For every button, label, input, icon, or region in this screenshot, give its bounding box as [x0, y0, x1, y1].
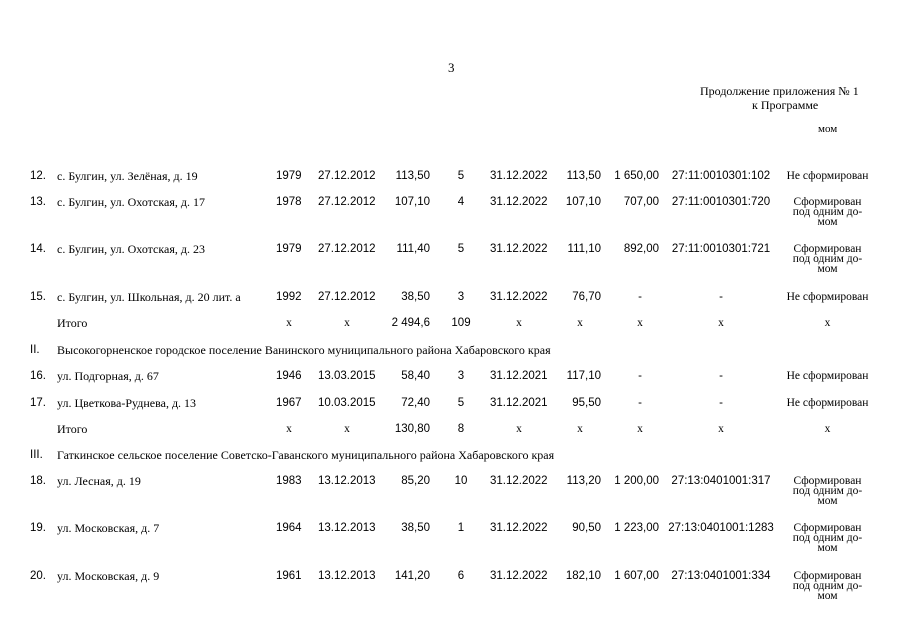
row-area-total: 95,50	[572, 397, 601, 409]
row-date-resettlement: 31.12.2022	[490, 243, 548, 255]
totals-row	[0, 316, 905, 330]
totals-x: х	[824, 317, 831, 329]
table-row	[0, 169, 905, 183]
row-cadastral-number: 27:11:0010301:720	[671, 196, 771, 208]
row-year: 1979	[276, 243, 302, 255]
row-cadastral-number: 27:11:0010301:721	[671, 243, 771, 255]
row-people: 3	[457, 370, 465, 382]
status-line: под одним до-	[792, 532, 863, 544]
row-area: 58,40	[401, 370, 430, 382]
row-year: 1964	[276, 522, 302, 534]
row-number: 14.	[30, 243, 46, 255]
row-area: 141,20	[394, 570, 430, 582]
row-land-status: Не сформирован	[786, 397, 869, 409]
totals-x: х	[718, 317, 724, 329]
row-date-resettlement: 31.12.2022	[490, 475, 548, 487]
row-date-recognition: 13.12.2013	[318, 522, 376, 534]
row-area-total: 107,10	[565, 196, 601, 208]
row-area: 38,50	[401, 291, 430, 303]
section-title: Высокогорненское городское поселение Ванинского муниципального района Хабаровского края	[57, 343, 551, 357]
row-number: 15.	[30, 291, 46, 303]
row-area-total: 76,70	[572, 291, 601, 303]
row-people: 3	[457, 291, 465, 303]
row-land-status	[780, 244, 875, 274]
totals-x: х	[286, 317, 292, 329]
table-row	[0, 521, 905, 554]
status-line: мом	[817, 216, 838, 228]
appendix-continuation-line2: к Программе	[752, 98, 819, 112]
totals-area: 130,80	[394, 423, 430, 435]
status-line: Сформирован	[793, 522, 862, 534]
status-line: Сформирован	[793, 475, 862, 487]
row-people: 5	[457, 243, 465, 255]
section-number: II.	[30, 344, 40, 356]
totals-x: х	[718, 423, 724, 435]
row-date-resettlement: 31.12.2022	[490, 522, 548, 534]
row-number: 12.	[30, 170, 46, 182]
row-number: 17.	[30, 397, 46, 409]
row-land-status: Не сформирован	[786, 170, 869, 182]
row-people: 6	[457, 570, 465, 582]
row-number: 18.	[30, 475, 46, 487]
row-people: 5	[457, 170, 465, 182]
table-row	[0, 242, 905, 275]
row-cadastral-number: 27:13:0401001:1283	[668, 522, 774, 534]
row-number: 20.	[30, 570, 46, 582]
table-row	[0, 569, 905, 602]
totals-x: х	[637, 317, 643, 329]
table-row	[0, 369, 905, 383]
row-address: ул. Подгорная, д. 67	[57, 369, 159, 383]
page-number: 3	[448, 60, 455, 75]
row-number: 19.	[30, 522, 46, 534]
row-address: ул. Московская, д. 9	[57, 569, 160, 583]
row-date-resettlement: 31.12.2022	[490, 170, 548, 182]
totals-x: х	[577, 423, 583, 435]
totals-people: 109	[451, 317, 471, 329]
totals-people: 8	[457, 423, 465, 435]
row-cadastral-number: -	[719, 291, 723, 303]
status-line: мом	[817, 263, 838, 275]
status-line: Сформирован	[793, 243, 862, 255]
row-cadastral-number: -	[719, 370, 723, 382]
row-date-resettlement: 31.12.2022	[490, 196, 548, 208]
row-cadastral-number: 27:13:0401001:334	[671, 570, 771, 582]
totals-area: 2 494,6	[391, 317, 430, 329]
status-line: мом	[817, 495, 838, 507]
row-address: с. Булгин, ул. Зелёная, д. 19	[57, 169, 198, 183]
row-land-status	[780, 523, 875, 553]
totals-label: Итого	[57, 422, 88, 436]
row-land-status: Не сформирован	[786, 291, 869, 303]
row-year: 1992	[276, 291, 302, 303]
totals-x: х	[286, 423, 292, 435]
row-date-recognition: 27.12.2012	[318, 170, 376, 182]
totals-x: х	[344, 423, 350, 435]
row-cost: 707,00	[623, 196, 659, 208]
row-date-resettlement: 31.12.2022	[490, 570, 548, 582]
row-year: 1979	[276, 170, 302, 182]
row-land-status	[780, 476, 875, 506]
row-area: 85,20	[401, 475, 430, 487]
totals-x: х	[344, 317, 350, 329]
status-line: мом	[817, 590, 838, 602]
row-date-recognition: 10.03.2015	[318, 397, 376, 409]
row-people: 10	[454, 475, 468, 487]
totals-x: х	[577, 317, 583, 329]
carryover-text: мом	[818, 123, 838, 135]
row-area: 38,50	[401, 522, 430, 534]
row-land-status	[780, 571, 875, 601]
table-row	[0, 474, 905, 507]
row-number: 13.	[30, 196, 46, 208]
status-line: под одним до-	[792, 580, 863, 592]
row-people: 5	[457, 397, 465, 409]
status-line: под одним до-	[792, 206, 863, 218]
section-header	[0, 343, 905, 357]
row-date-resettlement: 31.12.2021	[490, 370, 548, 382]
row-year: 1978	[276, 196, 302, 208]
row-area-total: 117,10	[566, 370, 601, 382]
row-land-status: Не сформирован	[786, 370, 869, 382]
status-line: под одним до-	[792, 253, 863, 265]
totals-row	[0, 422, 905, 436]
row-area-total: 113,20	[566, 475, 601, 487]
row-date-recognition: 27.12.2012	[318, 291, 376, 303]
row-year: 1967	[276, 397, 302, 409]
section-title: Гаткинское сельское поселение Советско-Гаванского муниципального района Хабаровского края	[57, 448, 555, 462]
row-cost: 1 200,00	[614, 475, 659, 487]
row-date-recognition: 27.12.2012	[318, 196, 376, 208]
row-year: 1961	[276, 570, 302, 582]
row-area-total: 111,10	[567, 243, 601, 255]
row-address: ул. Московская, д. 7	[57, 521, 160, 535]
row-cadastral-number: -	[719, 397, 723, 409]
totals-x: х	[516, 317, 522, 329]
row-people: 1	[457, 522, 465, 534]
row-cost: 1 223,00	[614, 522, 659, 534]
row-address: с. Булгин, ул. Школьная, д. 20 лит. а	[57, 290, 241, 304]
row-people: 4	[457, 196, 465, 208]
row-date-recognition: 27.12.2012	[318, 243, 376, 255]
row-date-recognition: 13.12.2013	[318, 475, 376, 487]
row-area: 107,10	[394, 196, 430, 208]
status-line: Сформирован	[793, 570, 862, 582]
row-area-total: 90,50	[572, 522, 601, 534]
row-year: 1946	[276, 370, 302, 382]
row-date-resettlement: 31.12.2022	[490, 291, 548, 303]
row-cadastral-number: 27:11:0010301:102	[671, 170, 771, 182]
row-year: 1983	[276, 475, 302, 487]
row-area-total: 113,50	[566, 170, 601, 182]
row-date-resettlement: 31.12.2021	[490, 397, 548, 409]
totals-label: Итого	[57, 316, 88, 330]
row-area-total: 182,10	[565, 570, 601, 582]
status-line: Сформирован	[793, 196, 862, 208]
row-date-recognition: 13.03.2015	[318, 370, 376, 382]
totals-x: х	[824, 423, 831, 435]
row-address: с. Булгин, ул. Охотская, д. 23	[57, 242, 205, 256]
row-address: ул. Цветкова-Руднева, д. 13	[57, 396, 197, 410]
row-area: 111,40	[396, 243, 430, 255]
section-number: III.	[30, 449, 43, 461]
row-cost: 1 607,00	[614, 570, 659, 582]
appendix-continuation-line1: Продолжение приложения № 1	[700, 84, 859, 98]
row-address: с. Булгин, ул. Охотская, д. 17	[57, 195, 205, 209]
table-row	[0, 396, 905, 410]
table-row	[0, 290, 905, 304]
status-line: под одним до-	[792, 485, 863, 497]
row-cost: -	[638, 370, 642, 382]
row-cost: -	[638, 291, 642, 303]
totals-x: х	[637, 423, 643, 435]
row-cadastral-number: 27:13:0401001:317	[671, 475, 771, 487]
row-cost: 1 650,00	[614, 170, 659, 182]
row-land-status	[780, 197, 875, 227]
row-cost: 892,00	[623, 243, 659, 255]
row-cost: -	[638, 397, 642, 409]
row-number: 16.	[30, 370, 46, 382]
section-header	[0, 448, 905, 462]
status-line: мом	[817, 542, 838, 554]
totals-x: х	[516, 423, 522, 435]
row-area: 113,50	[395, 170, 430, 182]
row-date-recognition: 13.12.2013	[318, 570, 376, 582]
row-area: 72,40	[401, 397, 430, 409]
row-address: ул. Лесная, д. 19	[57, 474, 141, 488]
table-row	[0, 195, 905, 228]
